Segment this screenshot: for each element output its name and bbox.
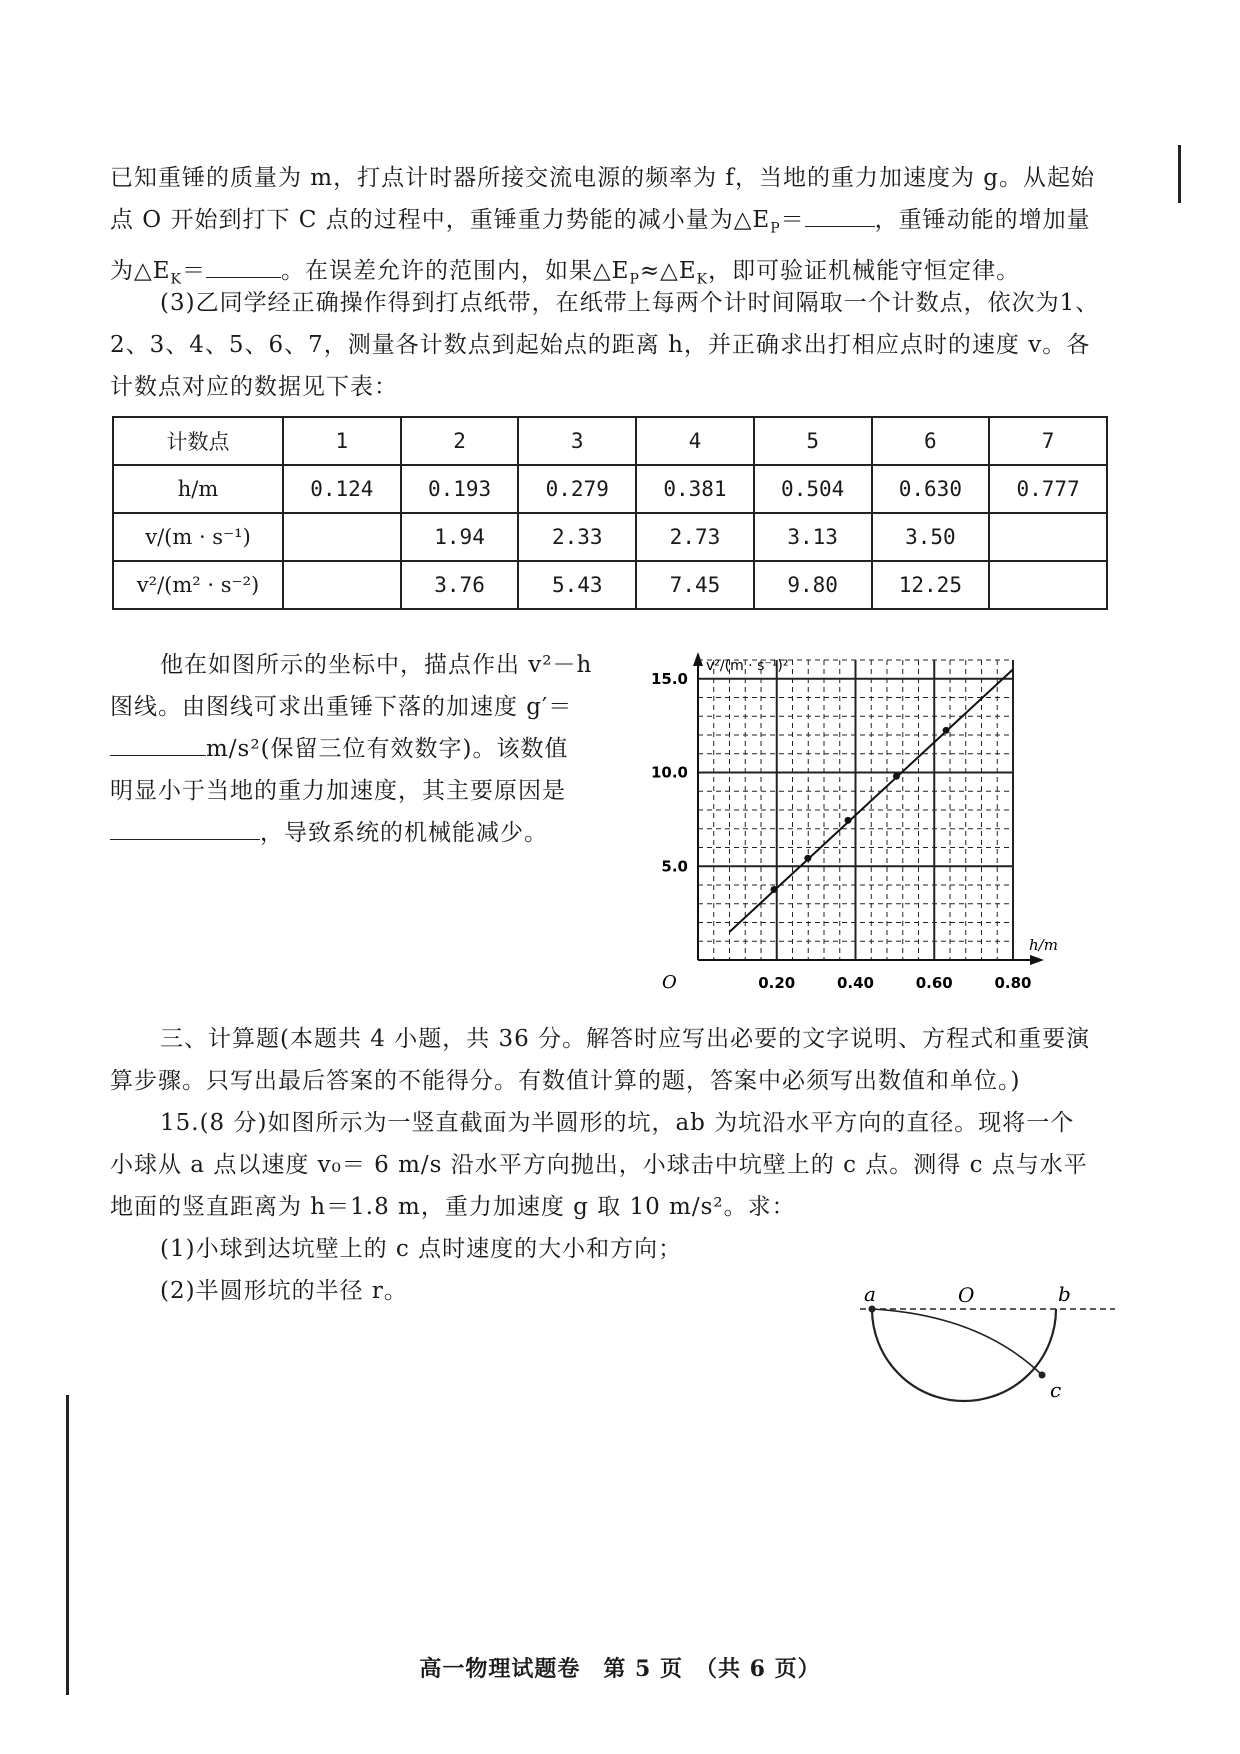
- table-cell: 0.504: [754, 465, 872, 513]
- table-cell: 5: [754, 417, 872, 465]
- side-line1: 他在如图所示的坐标中，描点作出 v²－h: [160, 652, 593, 678]
- answer-blank-delta-ek: [206, 251, 281, 278]
- table-cell: 2: [401, 417, 519, 465]
- table-cell: 7.45: [636, 561, 754, 609]
- answer-blank-g: [110, 729, 206, 756]
- table-cell: 4: [636, 417, 754, 465]
- side-line2: 图线。由图线可求出重锤下落的加速度 g′＝: [110, 694, 573, 720]
- v2-h-graph: [640, 648, 1120, 1018]
- table-cell: [989, 561, 1107, 609]
- table-row: [113, 561, 1107, 609]
- x-tick-label: 0.80: [994, 974, 1032, 992]
- table-cell: 0.381: [636, 465, 754, 513]
- row-header: v²/(m² · s⁻²): [113, 561, 283, 609]
- table-cell: 1.94: [401, 513, 519, 561]
- table-cell: 0.124: [283, 465, 401, 513]
- q15-sub2: (2)半圆形坑的半径 r。: [160, 1278, 408, 1304]
- table-cell: 3: [518, 417, 636, 465]
- table-row: [113, 513, 1107, 561]
- y-tick-label: 15.0: [650, 669, 688, 688]
- data-point: [804, 855, 811, 862]
- label-b: b: [1058, 1285, 1071, 1306]
- label-c: c: [1050, 1378, 1062, 1402]
- q15-line1: 15.(8 分)如图所示为一竖直截面为半圆形的坑，ab 为坑沿水平方向的直径。现将一个: [160, 1110, 1075, 1136]
- data-point: [770, 886, 777, 893]
- para1-line1: 已知重锤的质量为 m，打点计时器所接交流电源的频率为 f，当地的重力加速度为 g。从起始: [110, 165, 1095, 191]
- section3-line2-wrap: [110, 1060, 1110, 1102]
- table-cell: 6: [872, 417, 990, 465]
- trajectory-curve: [872, 1309, 1042, 1375]
- table-cell: [283, 561, 401, 609]
- paragraph-part3: (3)乙同学经正确操作得到打点纸带，在纸带上每两个计时间隔取一个计数点，依次为1、2、3、4、5、6、7，测量各计数点到起始点的距离 h，并正确求出打相应点时的速度 v。各计数点对应的数据见下表：: [110, 290, 1100, 400]
- table-cell: 12.25: [872, 561, 990, 609]
- table-cell: 0.630: [872, 465, 990, 513]
- semicircle-arc: [872, 1309, 1056, 1401]
- label-a: a: [864, 1285, 876, 1306]
- margin-mark-left: [66, 1395, 69, 1695]
- table-cell: 9.80: [754, 561, 872, 609]
- answer-blank-reason: [110, 813, 260, 840]
- paragraph-energy: [110, 157, 1110, 300]
- point-c: [1039, 1372, 1046, 1379]
- q15-line3: 地面的竖直距离为 h＝1.8 m，重力加速度 g 取 10 m/s²。求：: [110, 1194, 796, 1220]
- q15-line2: 小球从 a 点以速度 v₀＝ 6 m/s 沿水平方向抛出，小球击中坑壁上的 c 点。测得 c 点与水平: [110, 1152, 1088, 1178]
- y-tick-label: 5.0: [661, 857, 688, 876]
- table-cell: 3.76: [401, 561, 519, 609]
- x-axis-label: h/m: [1029, 936, 1058, 954]
- row-header: h/m: [113, 465, 283, 513]
- side-line5: ，导致系统的机械能减少。: [110, 812, 630, 854]
- margin-mark-right: [1178, 145, 1181, 203]
- x-axis-arrow: [1030, 955, 1044, 965]
- table-cell: 0.193: [401, 465, 519, 513]
- data-table: [112, 416, 1108, 610]
- table-cell: 3.13: [754, 513, 872, 561]
- row-header: v/(m · s⁻¹): [113, 513, 283, 561]
- origin-label: O: [662, 972, 677, 993]
- x-tick-label: 0.60: [915, 974, 953, 992]
- data-point: [943, 727, 950, 734]
- table-cell: 3.50: [872, 513, 990, 561]
- q15-sub1: (1)小球到达坑壁上的 c 点时速度的大小和方向；: [160, 1236, 683, 1262]
- side-line3: m/s²(保留三位有效数字)。该数值: [110, 728, 630, 770]
- y-tick-label: 10.0: [650, 763, 688, 782]
- data-point: [893, 773, 900, 780]
- answer-blank-delta-ep: [805, 200, 875, 227]
- table-cell: 2.33: [518, 513, 636, 561]
- label-o: O: [958, 1285, 975, 1307]
- x-tick-label: 0.20: [758, 974, 796, 992]
- para1-line3: 为$\triangle E_K=$ 。在误差允许的范围内，如果$\triangle E_P\approx\triangle E_K$，即可验证机械能守恒定律。: [110, 250, 1110, 301]
- section3-line2: 算步骤。只写出最后答案的不能得分。有数值计算的题，答案中必须写出数值和单位。): [110, 1068, 1021, 1094]
- side-line4: 明显小于当地的重力加速度，其主要原因是: [110, 778, 566, 804]
- table-cell: [989, 513, 1107, 561]
- data-point: [845, 817, 852, 824]
- point-a: [869, 1306, 876, 1313]
- table-cell: 0.777: [989, 465, 1107, 513]
- table-cell: 5.43: [518, 561, 636, 609]
- table-row: [113, 417, 1107, 465]
- row-header: 计数点: [113, 417, 283, 465]
- semicircle-pit-figure: [860, 1285, 1120, 1425]
- question-15: [110, 1102, 1110, 1312]
- y-axis-arrow: [693, 652, 703, 666]
- table-cell: 0.279: [518, 465, 636, 513]
- table-cell: 1: [283, 417, 401, 465]
- y-axis-label: v²/(m · s⁻¹)²: [706, 658, 789, 674]
- table-cell: [283, 513, 401, 561]
- para1-line2: 点 O 开始到打下 C 点的过程中，重锤重力势能的减小量为$\triangle E_P=$ ，重锤动能的增加量: [110, 199, 1110, 250]
- table-cell: 7: [989, 417, 1107, 465]
- x-tick-label: 0.40: [836, 974, 875, 992]
- section3-line1: 三、计算题(本题共 4 小题，共 36 分。解答时应写出必要的文字说明、方程式和重要演: [160, 1026, 1091, 1052]
- page-footer: 高一物理试题卷 第 5 页 （共 6 页）: [419, 1656, 821, 1682]
- table-cell: 2.73: [636, 513, 754, 561]
- graph-question-text: [110, 644, 630, 854]
- section3-heading: [110, 1018, 1110, 1060]
- table-row: [113, 465, 1107, 513]
